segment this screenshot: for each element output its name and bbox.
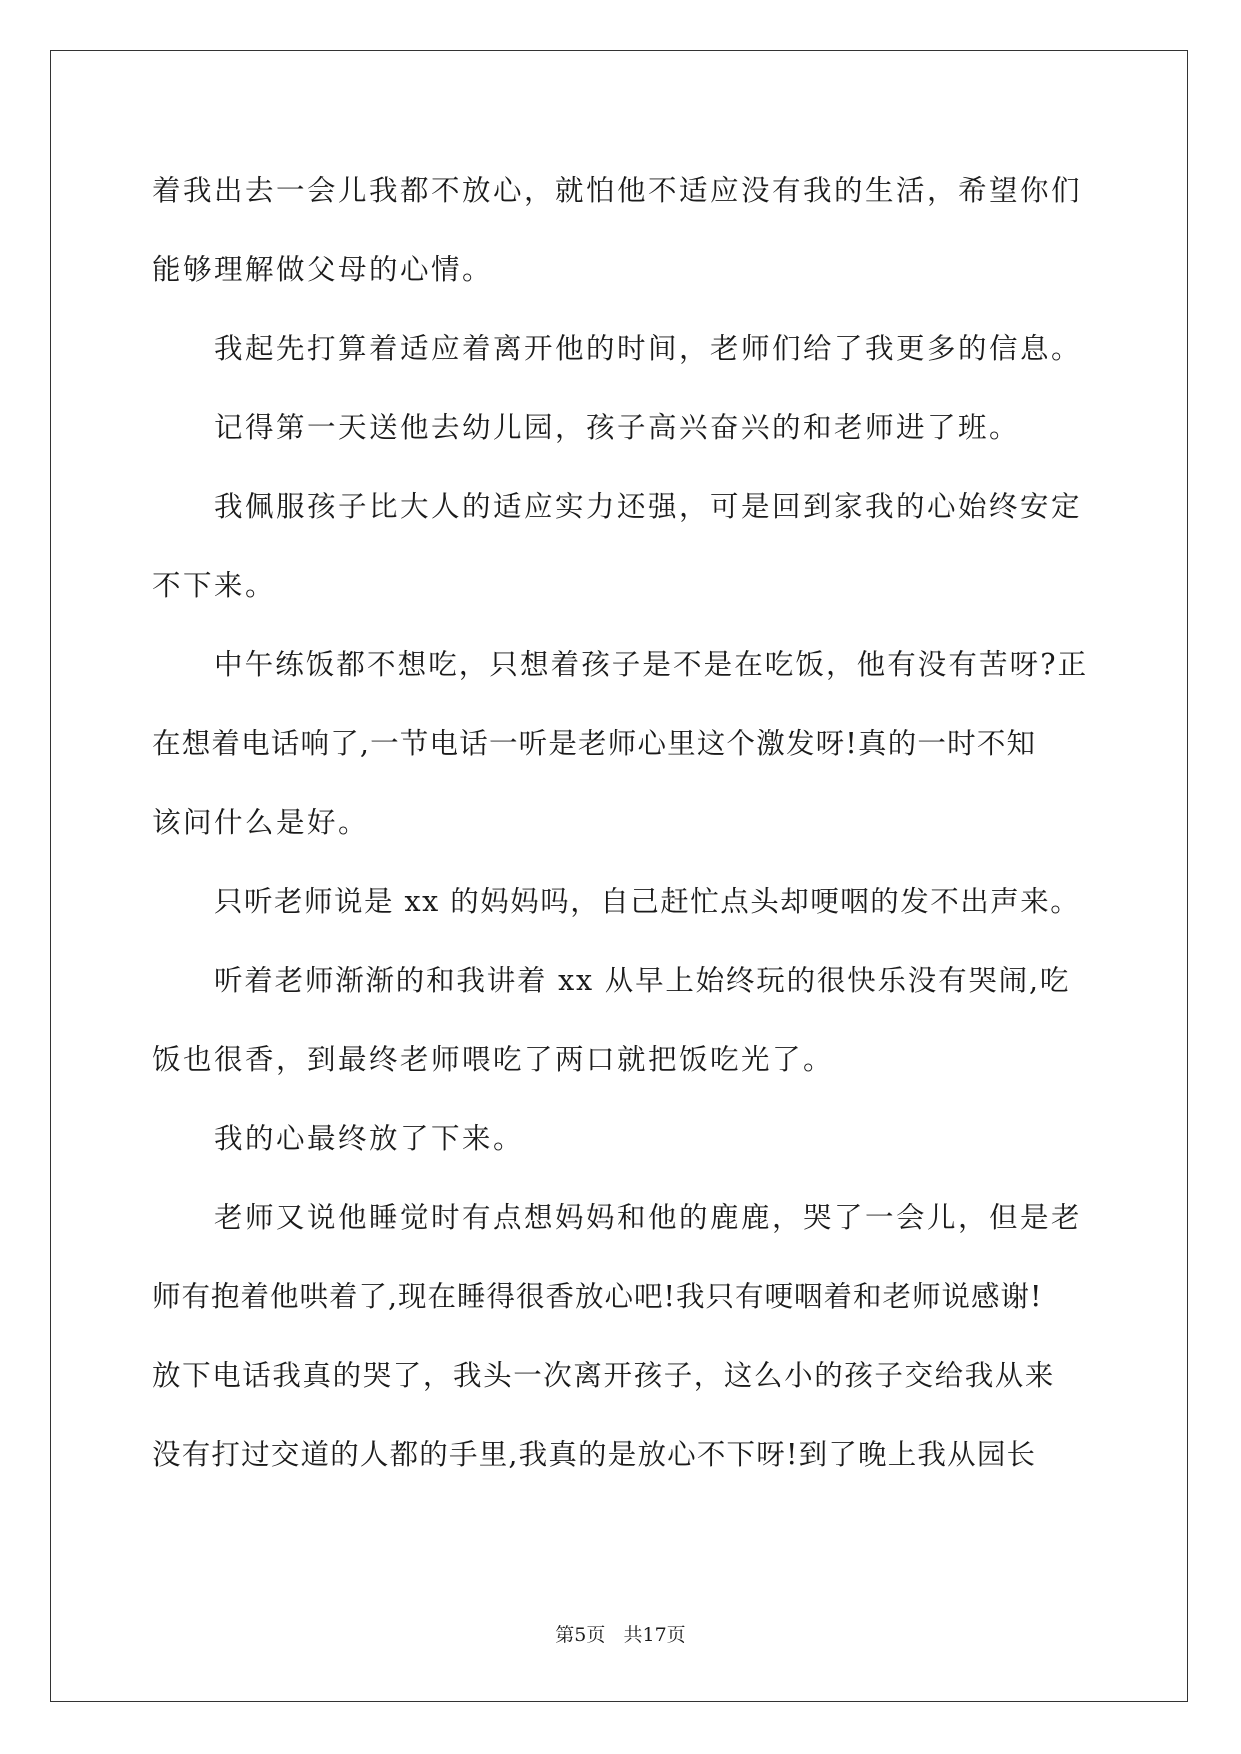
paragraph-line: 中午练饭都不想吃，只想着孩子是不是在吃饭，他有没有苦呀?正 [214, 648, 1089, 681]
paragraph-line: 听着老师渐渐的和我讲着 xx 从早上始终玩的很快乐没有哭闹,吃 [214, 964, 1071, 997]
paragraph-line: 老师又说他睡觉时有点想妈妈和他的鹿鹿，哭了一会儿，但是老 [214, 1201, 1083, 1234]
paragraph-line: 我佩服孩子比大人的适应实力还强，可是回到家我的心始终安定 [214, 490, 1083, 523]
paragraph-line: 只听老师说是 xx 的妈妈吗，自己赶忙点头却哽咽的发不出声来。 [214, 885, 1081, 918]
text-line: 没有打过交道的人都的手里,我真的是放心不下呀!到了晚上我从园长 [152, 1438, 1037, 1471]
text-line: 该问什么是好。 [152, 806, 370, 839]
text-line: 放下电话我真的哭了，我头一次离开孩子，这么小的孩子交给我从来 [152, 1359, 1056, 1392]
paragraph-line: 我起先打算着适应着离开他的时间，老师们给了我更多的信息。 [214, 332, 1083, 365]
paragraph-line: 记得第一天送他去幼儿园，孩子高兴奋兴的和老师进了班。 [214, 411, 1021, 444]
text-line: 不下来。 [152, 569, 277, 602]
document-body [152, 163, 1092, 1506]
page-number: 第5页 共17页 [555, 1624, 686, 1646]
text-line: 着我出去一会儿我都不放心，就怕他不适应没有我的生活，希望你们 [152, 174, 1083, 207]
text-line: 师有抱着他哄着了,现在睡得很香放心吧!我只有哽咽着和老师说感谢! [152, 1280, 1043, 1313]
text-line: 能够理解做父母的心情。 [152, 253, 494, 286]
text-line: 饭也很香，到最终老师喂吃了两口就把饭吃光了。 [152, 1043, 835, 1076]
text-line: 在想着电话响了,一节电话一听是老师心里这个激发呀!真的一时不知 [152, 727, 1037, 760]
paragraph-line: 我的心最终放了下来。 [214, 1122, 525, 1155]
